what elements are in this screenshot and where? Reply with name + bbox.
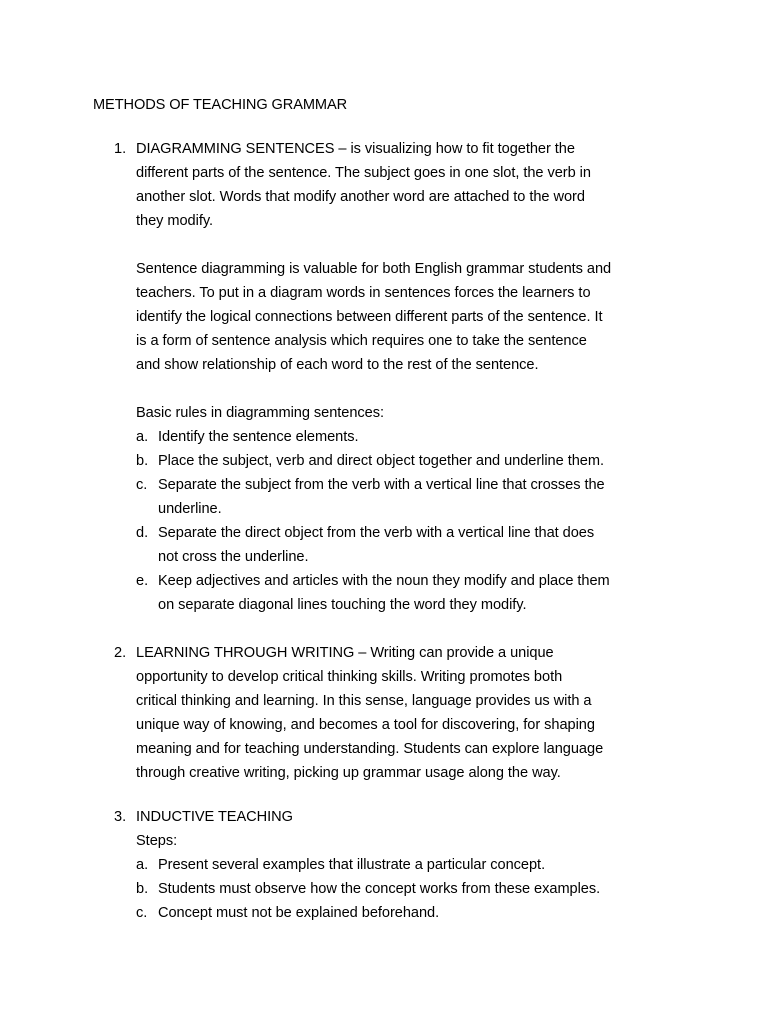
list-marker: b. bbox=[136, 453, 149, 469]
list-marker: a. bbox=[136, 857, 149, 873]
document-title: METHODS OF TEACHING GRAMMAR bbox=[93, 97, 348, 113]
section-number: 3. bbox=[114, 809, 127, 825]
rules-heading: Basic rules in diagramming sentences: bbox=[136, 405, 384, 421]
section-text-line: critical thinking and learning. In this sense, language provides us with a bbox=[136, 693, 592, 709]
list-item-line: Separate the subject from the verb with a vertical line that crosses the bbox=[158, 477, 605, 493]
section-text-line: INDUCTIVE TEACHING bbox=[136, 809, 293, 825]
list-item-line: on separate diagonal lines touching the word they modify. bbox=[158, 597, 527, 613]
list-item-line: not cross the underline. bbox=[158, 549, 309, 565]
list-item-line: Concept must not be explained beforehand. bbox=[158, 905, 440, 921]
list-marker: d. bbox=[136, 525, 149, 541]
list-marker: b. bbox=[136, 881, 149, 897]
paragraph-line: is a form of sentence analysis which requires one to take the sentence bbox=[136, 333, 587, 349]
list-marker: a. bbox=[136, 429, 149, 445]
list-item-line: Students must observe how the concept works from these examples. bbox=[158, 881, 601, 897]
paragraph-line: and show relationship of each word to the rest of the sentence. bbox=[136, 357, 539, 373]
section-number: 1. bbox=[114, 141, 127, 157]
list-item-line: Identify the sentence elements. bbox=[158, 429, 359, 445]
list-marker: e. bbox=[136, 573, 149, 589]
section-text-line: unique way of knowing, and becomes a tool for discovering, for shaping bbox=[136, 717, 595, 733]
list-marker: c. bbox=[136, 905, 148, 921]
list-marker: c. bbox=[136, 477, 148, 493]
list-item-line: Keep adjectives and articles with the noun they modify and place them bbox=[158, 573, 610, 589]
section-text-line: through creative writing, picking up grammar usage along the way. bbox=[136, 765, 561, 781]
section-text-line: another slot. Words that modify another word are attached to the word bbox=[136, 189, 585, 205]
section-text-line: opportunity to develop critical thinking skills. Writing promotes both bbox=[136, 669, 563, 685]
paragraph-line: identify the logical connections between different parts of the sentence. It bbox=[136, 309, 603, 325]
paragraph-line: Sentence diagramming is valuable for both English grammar students and bbox=[136, 261, 612, 277]
section-text-line: LEARNING THROUGH WRITING – Writing can provide a unique bbox=[136, 645, 554, 661]
section-text-line: meaning and for teaching understanding. Students can explore language bbox=[136, 741, 604, 757]
list-item-line: Place the subject, verb and direct object together and underline them. bbox=[158, 453, 604, 469]
section-number: 2. bbox=[114, 645, 127, 661]
section-text-line: Steps: bbox=[136, 833, 178, 849]
list-item-line: Present several examples that illustrate a particular concept. bbox=[158, 857, 546, 873]
section-text-line: different parts of the sentence. The subject goes in one slot, the verb in bbox=[136, 165, 591, 181]
list-item-line: Separate the direct object from the verb with a vertical line that does bbox=[158, 525, 595, 541]
section-text-line: DIAGRAMMING SENTENCES – is visualizing how to fit together the bbox=[136, 141, 575, 157]
section-text-line: they modify. bbox=[136, 213, 213, 229]
paragraph-line: teachers. To put in a diagram words in sentences forces the learners to bbox=[136, 285, 591, 301]
list-item-line: underline. bbox=[158, 501, 222, 517]
